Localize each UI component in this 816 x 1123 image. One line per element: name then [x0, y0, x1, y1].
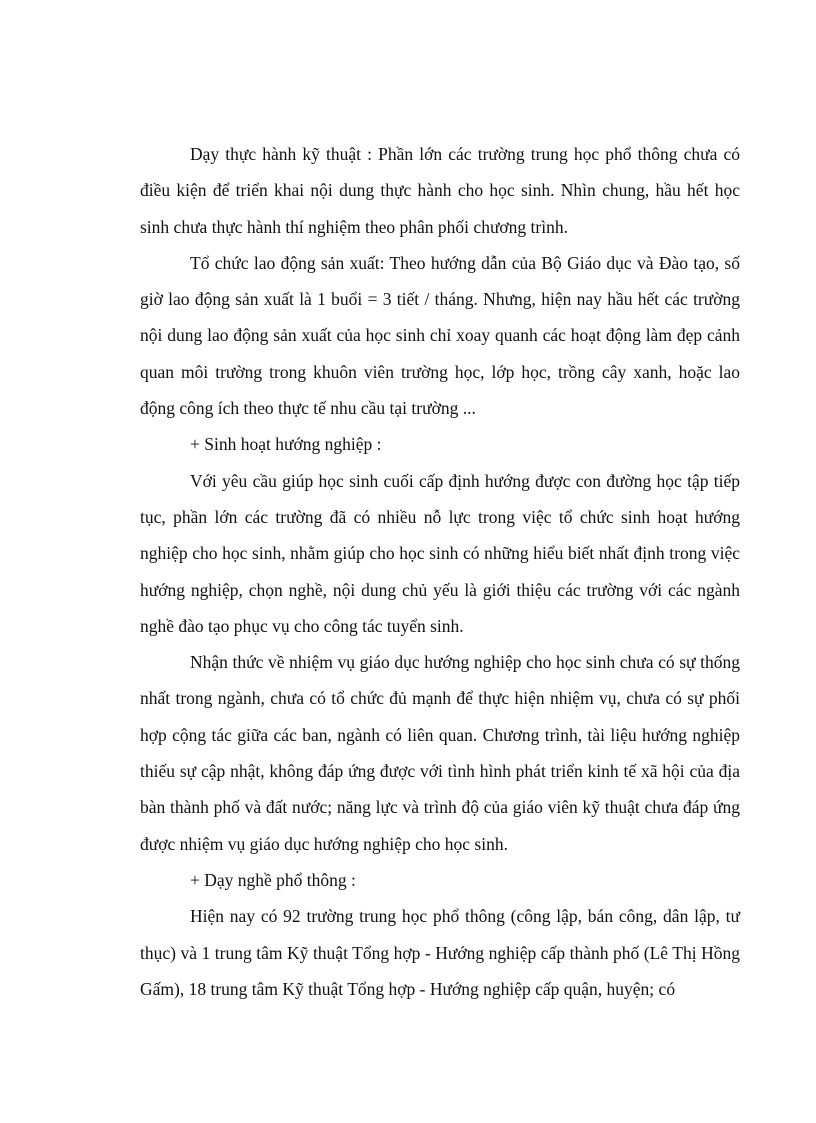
paragraph-practical-teaching: Dạy thực hành kỹ thuật : Phần lớn các trường trung học phổ thông chưa có điều kiện để triển khai nội dung thực hành cho học sinh. Nhìn chung, hầu hết học sinh chưa thực hành thí nghiệm theo phân phối chương trình.: [140, 144, 740, 237]
paragraph-production-labor: Tổ chức lao động sản xuất: Theo hướng dẫn của Bộ Giáo dục và Đào tạo, số giờ lao động sản xuất là 1 buổi = 3 tiết / tháng. Nhưng, hiện nay hầu hết các trường nội dung lao động sản xuất của học sinh chỉ xoay quanh các hoạt động làm đẹp cảnh quan môi trường trong khuôn viên trường học, lớp học, trồng cây xanh, hoặc lao động công ích theo thực tế nhu cầu tại trường ...: [140, 252, 740, 419]
heading-vocational-teaching: + Dạy nghề phổ thông :: [190, 869, 356, 890]
paragraph-career-orientation: Với yêu cầu giúp học sinh cuối cấp định hướng được con đường học tập tiếp tục, phần lớn các trường đã có nhiều nỗ lực trong việc tổ chức sinh hoạt hướng nghiệp cho học sinh, nhằm giúp cho học sinh có những hiểu biết nhất định trong việc hướng nghiệp, chọn nghề, nội dung chủ yếu là giới thiệu các trường với các ngành nghề đào tạo phục vụ cho công tác tuyển sinh.: [140, 470, 740, 636]
heading-career-orientation-activities: + Sinh hoạt hướng nghiệp :: [190, 434, 382, 455]
document-body: [140, 136, 740, 1007]
paragraph-awareness: Nhận thức về nhiệm vụ giáo dục hướng nghiệp cho học sinh chưa có sự thống nhất trong ngành, chưa có tổ chức đủ mạnh để thực hiện nhiệm vụ, chưa có sự phối hợp cộng tác giữa các ban, ngành có liên quan. Chương trình, tài liệu hướng nghiệp thiếu sự cập nhật, không đáp ứng được với tình hình phát triển kinh tế xã hội của địa bàn thành phố và đất nước; năng lực và trình độ của giáo viên kỹ thuật chưa đáp ứng được nhiệm vụ giáo dục hướng nghiệp cho học sinh.: [140, 652, 740, 854]
paragraph-schools-count: Hiện nay có 92 trường trung học phổ thông (công lập, bán công, dân lập, tư thục) và 1 trung tâm Kỹ thuật Tổng hợp - Hướng nghiệp cấp thành phố (Lê Thị Hồng Gấm), 18 trung tâm Kỹ thuật Tổng hợp - Hướng nghiệp cấp quận, huyện; có: [140, 906, 740, 999]
